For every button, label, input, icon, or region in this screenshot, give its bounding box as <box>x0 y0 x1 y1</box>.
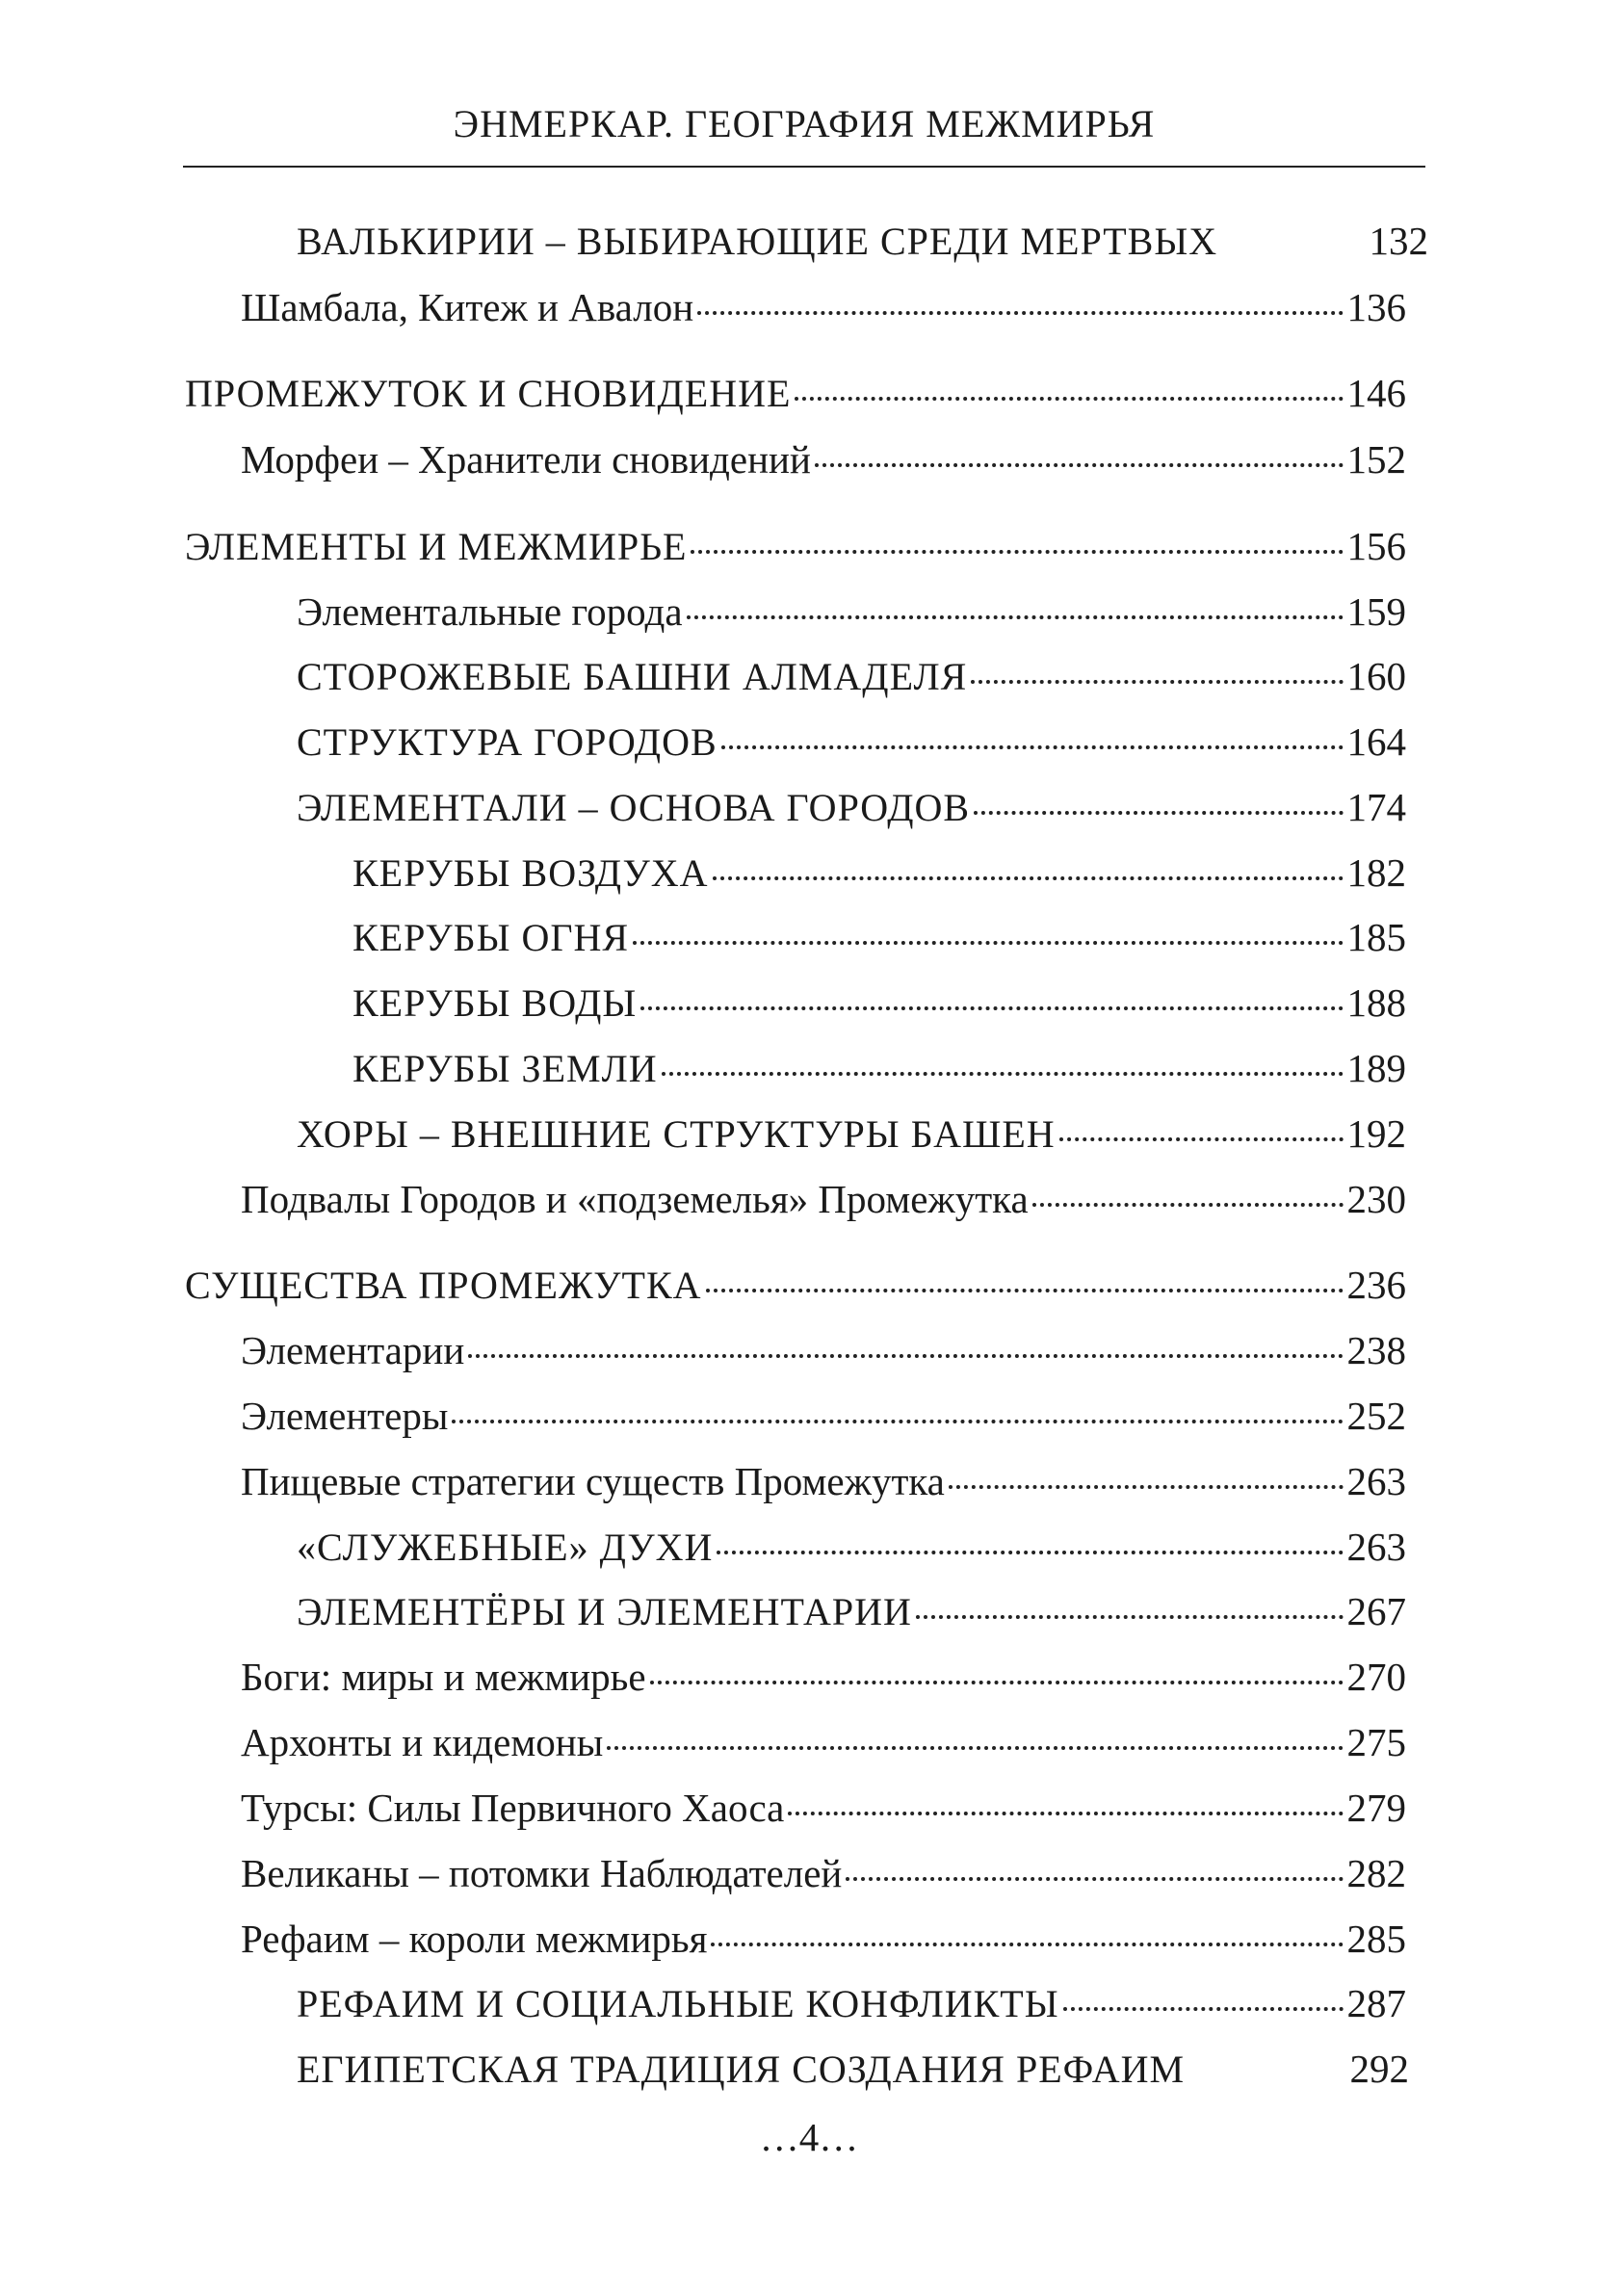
toc-entry-title: Архонты и кидемоны <box>241 1720 604 1764</box>
toc-entry-title: Подвалы Городов и «подземелья» Промежутка <box>241 1177 1029 1221</box>
toc-entry-title: ЭЛЕМЕНТАЛИ – ОСНОВА ГОРОДОВ <box>297 786 971 829</box>
dot-leader <box>713 876 1344 880</box>
toc-entry-page: 282 <box>1346 1851 1406 1895</box>
toc-entry[interactable] <box>241 1781 1406 1835</box>
toc-entry[interactable] <box>241 1650 1406 1704</box>
toc-entry-page: 267 <box>1346 1589 1406 1633</box>
toc-entry-title: КЕРУБЫ ОГНЯ <box>352 916 630 959</box>
toc-entry[interactable] <box>241 280 1406 334</box>
dot-leader <box>795 397 1343 401</box>
toc-entry[interactable] <box>241 432 1406 486</box>
toc-entry-page: 174 <box>1346 785 1406 829</box>
toc-entry-page: 192 <box>1346 1111 1406 1156</box>
dot-leader <box>721 745 1344 749</box>
toc-entry-page: 159 <box>1346 589 1406 634</box>
toc-entry[interactable] <box>241 1389 1406 1443</box>
toc-entry-title: Рефаим – короли межмирья <box>241 1917 708 1961</box>
dot-leader <box>949 1485 1344 1489</box>
toc-entry-page: 230 <box>1346 1177 1406 1221</box>
toc-entry[interactable] <box>297 2042 1409 2096</box>
toc-entry-page: 182 <box>1346 850 1406 895</box>
dot-leader <box>697 311 1343 315</box>
toc-entry[interactable] <box>297 715 1406 769</box>
running-header: ЭНМЕРКАР. ГЕОГРАФИЯ МЕЖМИРЬЯ <box>453 102 1156 145</box>
toc-entry-title: Пищевые стратегии существ Промежутка <box>241 1459 945 1503</box>
toc-entry-title: Морфеи – Хранители сновидений <box>241 437 811 482</box>
toc-entry-title: СТОРОЖЕВЫЕ БАШНИ АЛМАДЕЛЯ <box>297 655 968 698</box>
dot-leader <box>607 1746 1343 1750</box>
dot-leader <box>650 1681 1344 1684</box>
dot-leader <box>711 1943 1343 1946</box>
toc-entry-page: 287 <box>1346 1981 1406 2025</box>
dot-leader <box>1059 1137 1344 1141</box>
toc-entry[interactable] <box>297 1584 1406 1638</box>
toc-entry[interactable] <box>297 1520 1406 1574</box>
dot-leader <box>706 1289 1344 1292</box>
toc-entry-title: Элементарии <box>241 1328 465 1372</box>
toc-entry[interactable] <box>241 1715 1406 1769</box>
dot-leader <box>468 1354 1343 1358</box>
dot-leader <box>691 550 1343 554</box>
toc-entry-page: 292 <box>1349 2047 1409 2091</box>
toc-entry-title: «СЛУЖЕБНЫЕ» ДУХИ <box>297 1526 714 1569</box>
toc-entry[interactable] <box>241 1454 1406 1508</box>
toc-entry[interactable] <box>297 649 1406 703</box>
toc-entry-page: 146 <box>1346 371 1406 415</box>
toc-entry-page: 156 <box>1346 524 1406 568</box>
toc-entry-page: 136 <box>1346 285 1406 329</box>
toc-entry-title: Элементеры <box>241 1394 449 1438</box>
toc-entry[interactable] <box>241 1912 1406 1966</box>
toc-entry-page: 236 <box>1346 1263 1406 1307</box>
toc-entry-title: КЕРУБЫ ВОЗДУХА <box>352 851 709 895</box>
toc-entry-page: 188 <box>1346 980 1406 1025</box>
toc-entry[interactable] <box>241 1323 1406 1377</box>
dot-leader <box>846 1877 1343 1881</box>
toc-entry-title: СТРУКТУРА ГОРОДОВ <box>297 720 718 764</box>
dot-leader <box>815 463 1344 467</box>
toc-entry[interactable] <box>185 1258 1406 1312</box>
toc-entry-page: 164 <box>1346 719 1406 764</box>
dot-leader <box>633 941 1343 945</box>
dot-leader <box>662 1072 1344 1076</box>
toc-entry-title: ВАЛЬКИРИИ – ВЫБИРАЮЩИЕ СРЕДИ МЕРТВЫХ <box>297 220 1218 263</box>
toc-entry-page: 132 <box>1369 219 1428 263</box>
toc-entry[interactable] <box>352 976 1406 1030</box>
toc-entry[interactable] <box>241 1846 1406 1900</box>
toc-entry[interactable] <box>352 910 1406 964</box>
dot-leader <box>974 811 1343 815</box>
toc-entry-title: КЕРУБЫ ВОДЫ <box>352 981 638 1025</box>
toc-entry-page: 285 <box>1346 1917 1406 1961</box>
dot-leader <box>916 1615 1344 1619</box>
toc-entry-page: 279 <box>1346 1786 1406 1830</box>
toc-entry-page: 185 <box>1346 915 1406 959</box>
toc-entry-title: ЕГИПЕТСКАЯ ТРАДИЦИЯ СОЗДАНИЯ РЕФАИМ <box>297 2048 1186 2091</box>
toc-entry-title: РЕФАИМ И СОЦИАЛЬНЫЕ КОНФЛИКТЫ <box>297 1982 1059 2025</box>
toc-entry[interactable] <box>352 846 1406 900</box>
toc-entry-title: СУЩЕСТВА ПРОМЕЖУТКА <box>185 1264 702 1307</box>
toc-entry-title: Великаны – потомки Наблюдателей <box>241 1851 843 1895</box>
toc-entry-title: Шамбала, Китеж и Авалон <box>241 285 694 329</box>
toc-entry-page: 252 <box>1346 1394 1406 1438</box>
dot-leader <box>1032 1203 1344 1207</box>
toc-entry[interactable] <box>297 214 1428 268</box>
toc-entry[interactable] <box>297 1107 1406 1161</box>
toc-entry-title: ЭЛЕМЕНТЁРЫ И ЭЛЕМЕНТАРИИ <box>297 1590 912 1633</box>
toc-entry-title: КЕРУБЫ ЗЕМЛИ <box>352 1047 658 1090</box>
toc-entry-page: 275 <box>1346 1720 1406 1764</box>
toc-entry[interactable] <box>352 1041 1406 1095</box>
toc-entry-title: Элементальные города <box>297 589 683 634</box>
header-rule <box>183 166 1425 168</box>
toc-entry-page: 238 <box>1346 1328 1406 1372</box>
toc-entry-page: 152 <box>1346 437 1406 482</box>
toc-entry-page: 189 <box>1346 1046 1406 1090</box>
dot-leader <box>971 680 1343 684</box>
dot-leader <box>452 1420 1343 1423</box>
toc-entry-page: 270 <box>1346 1655 1406 1699</box>
dot-leader <box>717 1551 1343 1554</box>
toc-entry[interactable] <box>297 585 1406 639</box>
dot-leader <box>640 1006 1343 1010</box>
toc-entry-page: 263 <box>1346 1525 1406 1569</box>
toc-entry-page: 160 <box>1346 654 1406 698</box>
toc-entry[interactable] <box>241 1172 1406 1226</box>
toc-entry[interactable] <box>297 780 1406 834</box>
page-number: …4… <box>759 2115 859 2159</box>
toc-entry-page: 263 <box>1346 1459 1406 1503</box>
dot-leader <box>687 615 1344 619</box>
dot-leader <box>1063 2007 1344 2011</box>
toc-entry[interactable] <box>185 519 1406 573</box>
toc-entry-title: ЭЛЕМЕНТЫ И МЕЖМИРЬЕ <box>185 525 688 568</box>
toc-entry[interactable] <box>185 366 1406 420</box>
toc-entry-title: Турсы: Силы Первичного Хаоса <box>241 1786 785 1830</box>
toc-entry-title: Боги: миры и межмирье <box>241 1655 646 1699</box>
toc-entry[interactable] <box>297 1976 1406 2030</box>
toc-entry-title: ПРОМЕЖУТОК И СНОВИДЕНИЕ <box>185 372 792 415</box>
dot-leader <box>788 1812 1343 1815</box>
toc-entry-title: ХОРЫ – ВНЕШНИЕ СТРУКТУРЫ БАШЕН <box>297 1112 1056 1156</box>
